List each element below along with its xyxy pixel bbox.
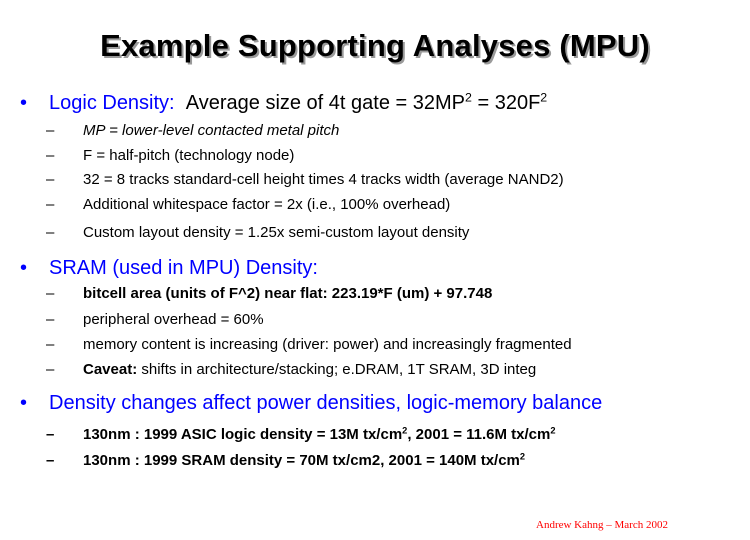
sram-item-peripheral: – peripheral overhead = 60% [46,311,264,328]
logic-density-text: Average size of 4t gate = $32MP^2 = 320F^2$ [185,90,548,114]
bullet-logic-density [20,92,547,115]
slide-title: Example Supporting Analyses (MPU) [100,28,650,63]
bullet-density-changes: • Density changes affect power densities, logic-memory balance [20,392,603,414]
logic-item-mp: – MP = lower-level contacted metal pitch [46,122,340,139]
sram-item-caveat: – Caveat: shifts in architecture/stacking; e.DRAM, 1T SRAM, 3D integ [46,361,537,378]
logic-item-custom-layout: – Custom layout density = 1.25x semi-custom layout density [46,224,470,241]
footer-author: Andrew Kahng – March 2002 [536,519,668,531]
density-changes-label: Density changes affect power densities, logic-memory balance [49,392,603,414]
sram-item-memory-content: – memory content is increasing (driver: power) and increasingly fragmented [46,336,572,353]
density-item-sram: – 130nm : 1999 SRAM density = 70M tx/cm2, 2001 = 140M $tx/cm^2$ [46,451,526,469]
bullet-marker: • [20,92,28,114]
sram-item-bitcell: – bitcell area (units of F^2) near flat: 223.19*F (um) + 97.748 [46,285,493,302]
logic-item-tracks: – 32 = 8 tracks standard-cell height times 4 tracks width (average NAND2) [46,171,564,188]
logic-item-whitespace: – Additional whitespace factor = 2x (i.e., 100% overhead) [46,196,451,213]
sram-density-label: SRAM (used in MPU) Density: [49,257,318,279]
logic-item-f: – F = half-pitch (technology node) [46,147,295,164]
bullet-sram-density: • SRAM (used in MPU) Density: [20,257,318,279]
density-item-logic: – 130nm : 1999 ASIC logic density = 13M $tx/cm^2$, 2001 = 11.6M $tx/cm^2$ [46,425,556,443]
logic-density-label: Logic Density: [49,92,175,114]
